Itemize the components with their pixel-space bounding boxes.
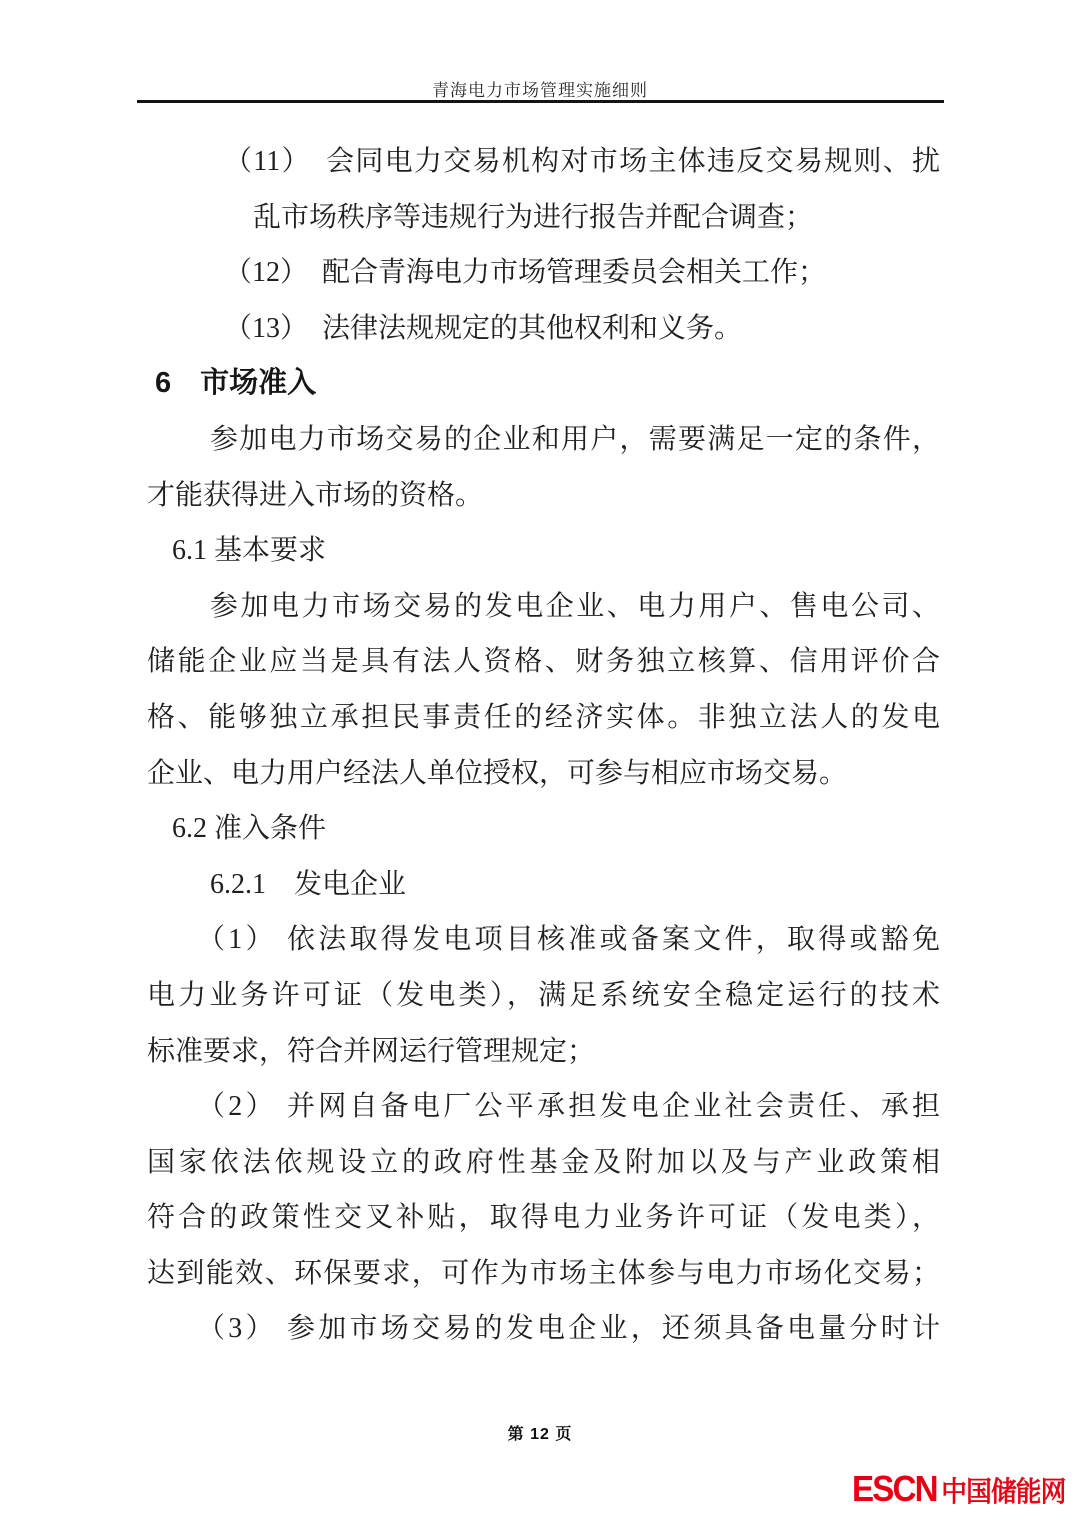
- text-line: 6.2 准入条件: [172, 813, 327, 845]
- page-number: 第 12 页: [507, 1426, 573, 1443]
- text-line: （11） 会同电力交易机构对市场主体违反交易规则、扰: [224, 146, 940, 177]
- text-line: 参加电力市场交易的企业和用户，需要满足一定的条件，: [210, 423, 940, 455]
- header-rule-divider: [137, 100, 944, 103]
- text-line: 才能获得进入市场的资格。: [147, 479, 484, 511]
- text-line: 乱市场秩序等违规行为进行报告并配合调查；: [253, 201, 814, 233]
- text-line: 储能企业应当是具有法人资格、财务独立核算、信用评价合: [147, 646, 940, 678]
- text-line: （3） 参加市场交易的发电企业，还须具备电量分时计: [197, 1313, 940, 1345]
- logo-chinese-text: 中国储能网: [941, 1476, 1066, 1507]
- text-line: （2） 并网自备电厂公平承担发电企业社会责任、承担: [197, 1091, 940, 1123]
- text-line: 国家依法依规设立的政府性基金及附加以及与产业政策相: [147, 1146, 940, 1178]
- text-line: （12） 配合青海电力市场管理委员会相关工作；: [224, 257, 827, 289]
- text-line: 参加电力市场交易的发电企业、电力用户、售电公司、: [210, 590, 940, 622]
- text-line: 达到能效、环保要求，可作为市场主体参与电力市场化交易；: [147, 1257, 940, 1289]
- text-line: 企业、电力用户经法人单位授权，可参与相应市场交易。: [147, 757, 848, 789]
- page-header-title: 青海电力市场管理实施细则: [432, 81, 648, 100]
- text-line: 6.2.1 发电企业: [210, 868, 407, 900]
- text-line: 电力业务许可证（发电类），满足系统安全稳定运行的技术: [147, 979, 940, 1011]
- text-line: （13） 法律法规规定的其他权利和义务。: [224, 312, 743, 344]
- escn-watermark-logo: [852, 1468, 1065, 1510]
- text-line: 标准要求，符合并网运行管理规定；: [147, 1035, 596, 1067]
- text-line: 符合的政策性交叉补贴，取得电力业务许可证（发电类），: [147, 1202, 940, 1234]
- text-line: 6.1 基本要求: [172, 535, 327, 567]
- document-body: [147, 134, 940, 1357]
- section-heading: 6 市场准入: [155, 367, 317, 400]
- logo-latin-text: ESCN: [852, 1468, 937, 1509]
- text-line: （1） 依法取得发电项目核准或备案文件，取得或豁免: [197, 924, 940, 956]
- text-line: 格、能够独立承担民事责任的经济实体。非独立法人的发电: [147, 701, 940, 733]
